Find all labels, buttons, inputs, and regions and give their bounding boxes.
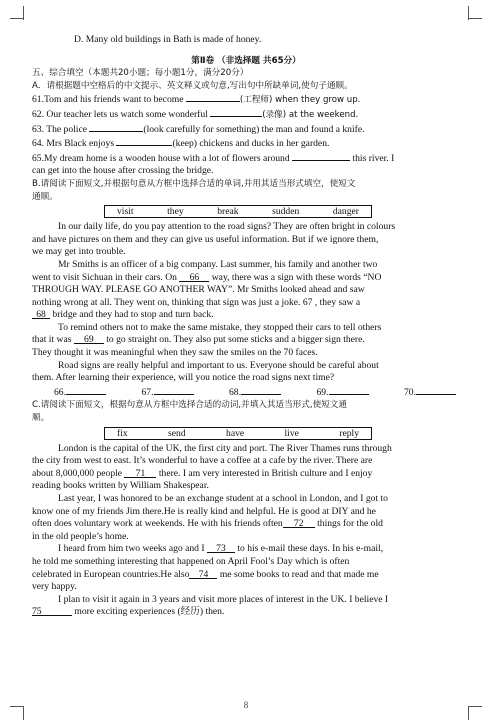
word-box-c bbox=[104, 427, 372, 440]
passage-b-line: Mr Smiths is an officer of a big company. Last summer, his family and another two bbox=[58, 258, 378, 270]
crop-mark bbox=[10, 18, 24, 19]
passage-c-line: in the old people’s home. bbox=[32, 530, 129, 542]
passage-b-line: To remind others not to make the same mistake, they stopped their cars to tell others bbox=[58, 321, 382, 333]
question-65: 65.My dream home is a wooden house with a lot of flowers around this river. I bbox=[32, 152, 395, 164]
answer-slot-69[interactable]: 69. bbox=[317, 385, 369, 400]
answer-slot-66[interactable]: 66. bbox=[54, 385, 106, 400]
word-box-b bbox=[104, 205, 372, 218]
answer-slot-67[interactable]: 67. bbox=[142, 385, 194, 400]
passage-c-line: know one of my friends Jim there.He is really kind and helpful. He is good at DIY and he bbox=[32, 505, 376, 517]
answer-blank-72[interactable]: 72 bbox=[283, 518, 315, 528]
word-box-item: they bbox=[167, 206, 184, 218]
answer-blank-73[interactable]: 73 bbox=[207, 543, 235, 553]
crop-mark bbox=[468, 18, 482, 19]
word-box-item: send bbox=[168, 427, 186, 439]
answer-blank-74[interactable]: 74 bbox=[189, 569, 217, 579]
passage-b-line: and have pictures on them and they can give us useful information. But if we ignore them, bbox=[32, 233, 379, 245]
blank-label-70: 70 bbox=[283, 347, 294, 359]
question-65-cont: can get into the house after crossing the bridge. bbox=[32, 165, 214, 177]
answer-blank-69[interactable]: 69 bbox=[74, 334, 104, 344]
passage-c-line: he told me something interesting that happened on April Fool’s Day which is often bbox=[32, 555, 350, 567]
section-b-instructions: B.请阅读下面短文,并根据句意从方框中选择合适的单词,并用其适当形式填空，使短文 bbox=[32, 178, 356, 189]
passage-c-line: often does voluntary work at weekends. He with his friends often 72 things for the old bbox=[32, 518, 383, 530]
word-box-item: break bbox=[217, 206, 239, 218]
question-62: 62. Our teacher lets us watch some wonderful (录像) at the weekend. bbox=[32, 108, 359, 120]
passage-c-line: about 8,000,000 people 71 there. I am very interested in British culture and I enjoy bbox=[32, 467, 373, 479]
answer-blank[interactable] bbox=[186, 92, 240, 102]
word-box-item: fix bbox=[117, 427, 128, 439]
passage-c-line: the city from west to east. It’s wonderful to have a coffee at a cafe by the river. There are bbox=[32, 455, 373, 467]
word-box-item: visit bbox=[117, 206, 134, 218]
word-box-item: sudden bbox=[272, 206, 300, 218]
question-63: 63. The police (look carefully for something) the man and found a knife. bbox=[32, 123, 365, 135]
passage-c-line: London is the capital of the UK, the first city and port. The River Thames runs through bbox=[58, 442, 392, 454]
passage-c-line: 75 more exciting experiences (经历) then. bbox=[32, 606, 225, 618]
part2-title: 第Ⅱ卷 （非选择题 共65分） bbox=[191, 55, 301, 66]
passage-b-line: They thought it was meaningful when they saw the smiles on the 70 faces. bbox=[32, 347, 318, 359]
answer-blank-68[interactable]: 68 bbox=[32, 309, 50, 319]
passage-b-line: THROUGH WAY. PLEASE GO ANOTHER WAY”. Mr Smiths looked ahead and saw bbox=[32, 284, 365, 296]
section-a-instructions: A．请根据题中空格后的中文提示、英文释义或句意,写出句中所缺单词,使句子通顺。 bbox=[32, 80, 353, 91]
document-page bbox=[32, 34, 460, 619]
passage-c-line: Last year, I was honored to be an exchange student at a school in London, and I got to bbox=[58, 493, 388, 504]
passage-b-line: In our daily life, do you pay attention to the road signs? They are often bright in colours bbox=[58, 221, 396, 233]
answer-slot-68[interactable]: 68. bbox=[229, 385, 281, 400]
answer-row-b bbox=[32, 385, 460, 400]
crop-mark bbox=[468, 6, 469, 20]
passage-c-line: I plan to visit it again in 3 years and visit more places of interest in the UK. I believe I bbox=[58, 593, 389, 605]
answer-blank[interactable] bbox=[89, 122, 143, 132]
passage-c-line: celebrated in European countries.He also 74 me some books to read and that made me bbox=[32, 568, 379, 580]
answer-slot-70[interactable]: 70. bbox=[404, 385, 456, 400]
passage-c-line: reading books written by William Shakespear. bbox=[32, 480, 209, 492]
passage-b-line: Road signs are really helpful and important to us. Everyone should be careful about bbox=[58, 359, 379, 371]
answer-blank-66[interactable]: 66 bbox=[179, 272, 209, 282]
answer-blank[interactable] bbox=[292, 151, 350, 161]
passage-b-line: went to visit Sichuan in their cars. On 66 way, there was a sign with these words “NO bbox=[32, 271, 382, 283]
page-number: 8 bbox=[243, 700, 249, 710]
passage-c-line: very happy. bbox=[32, 581, 77, 593]
answer-blank[interactable] bbox=[210, 107, 262, 117]
answer-blank-75[interactable]: 75 bbox=[32, 606, 72, 616]
section-c-instructions-cont: 顺。 bbox=[32, 413, 50, 424]
question-61: 61.Tom and his friends want to become (工程师) when they grow up. bbox=[32, 94, 361, 106]
word-box-item: danger bbox=[332, 206, 359, 218]
passage-b-line: them. After learning their experience, will you notice the road signs next time? bbox=[32, 372, 335, 384]
answer-blank-71[interactable]: 71 bbox=[124, 468, 156, 478]
passage-b-line: 68 bridge and they had to stop and turn back. bbox=[32, 309, 460, 322]
passage-b-line: nothing wrong at all. They went on, thinking that sign was just a joke. 67 , they saw a bbox=[32, 296, 361, 308]
question-64: 64. Mrs Black enjoys (keep) chickens and ducks in her garden. bbox=[32, 138, 330, 150]
section-b-instructions-cont: 通顺。 bbox=[32, 191, 58, 202]
word-box-item: live bbox=[284, 427, 299, 439]
passage-b-line: that it was 69 to go straight on. They also put some sticks and a bigger sign there. bbox=[32, 334, 365, 346]
section5-title: 五、综合填空（本题共20小题；每小题1分，满分20分） bbox=[32, 68, 249, 79]
crop-mark bbox=[23, 6, 24, 20]
word-box-item: have bbox=[226, 427, 245, 439]
blank-label-67: 67 bbox=[302, 296, 313, 308]
word-box-item: reply bbox=[339, 427, 359, 439]
passage-c-line: I heard from him two weeks ago and I 73 to his e-mail these days. In his e-mail, bbox=[58, 543, 384, 555]
answer-blank[interactable] bbox=[116, 136, 172, 146]
section-c-instructions: C.请阅读下面短文，根据句意从方框中选择合适的动词,并填入其适当形式,使短文通 bbox=[32, 400, 347, 411]
option-d: D. Many old buildings in Bath is made of honey. bbox=[74, 34, 262, 45]
passage-b-line: we may get into trouble. bbox=[32, 246, 126, 258]
